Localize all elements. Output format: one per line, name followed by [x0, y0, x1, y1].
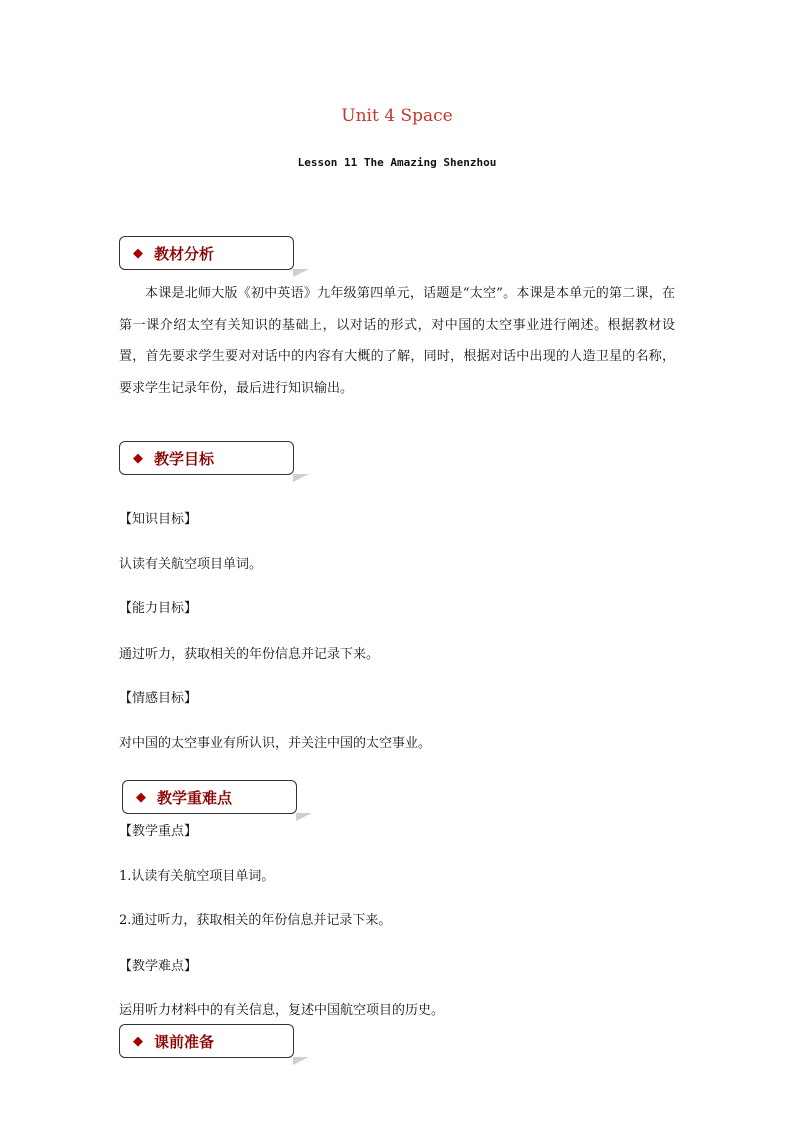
diamond-icon: ◆	[136, 789, 146, 805]
difficulty-heading: 【教学难点】	[119, 959, 198, 974]
emotion-heading: 【情感目标】	[119, 691, 198, 706]
ability-heading: 【能力目标】	[119, 601, 198, 616]
focus-item-2: 2.通过听力，获取相关的年份信息并记录下来。	[119, 913, 392, 928]
focus-item-1: 1.认读有关航空项目单词。	[119, 869, 275, 884]
ability-text: 通过听力，获取相关的年份信息并记录下来。	[119, 647, 380, 662]
box-shadow	[296, 813, 312, 821]
diamond-icon: ◆	[133, 245, 143, 261]
emotion-text: 对中国的太空事业有所认识，并关注中国的太空事业。	[119, 736, 432, 751]
section-heading-analysis	[119, 236, 294, 270]
diamond-icon: ◆	[133, 450, 143, 466]
section-label: 教材分析	[154, 244, 215, 263]
section-label: 教学重难点	[157, 788, 233, 807]
difficulty-text: 运用听力材料中的有关信息，复述中国航空项目的历史。	[119, 1003, 445, 1018]
lesson-subtitle: Lesson 11 The Amazing Shenzhou	[297, 156, 497, 169]
box-shadow	[293, 474, 309, 482]
section-heading-objectives	[119, 441, 294, 475]
box-shadow	[293, 1057, 309, 1065]
section-label: 课前准备	[154, 1032, 215, 1051]
diamond-icon: ◆	[133, 1033, 143, 1049]
focus-heading: 【教学重点】	[119, 824, 198, 839]
document-title: Unit 4 Space	[341, 106, 453, 126]
analysis-paragraph: 本课是北师大版《初中英语》九年级第四单元，话题是“太空”。本课是本单元的第二课，在第一课介绍太空有关知识的基础上，以对话的形式，对中国的太空事业进行阐述。根据教材设置，首先要求学生要对对话中的内容有大概的了解，同时，根据对话中出现的人造卫星的名称，要求学生记录年份，最后进行知识输出。	[119, 286, 675, 396]
knowledge-text: 认读有关航空项目单词。	[119, 557, 263, 572]
section-label: 教学目标	[154, 449, 215, 468]
box-shadow	[293, 269, 309, 277]
knowledge-heading: 【知识目标】	[119, 512, 198, 527]
section-heading-preparation	[119, 1024, 294, 1058]
section-heading-key-points	[122, 780, 297, 814]
